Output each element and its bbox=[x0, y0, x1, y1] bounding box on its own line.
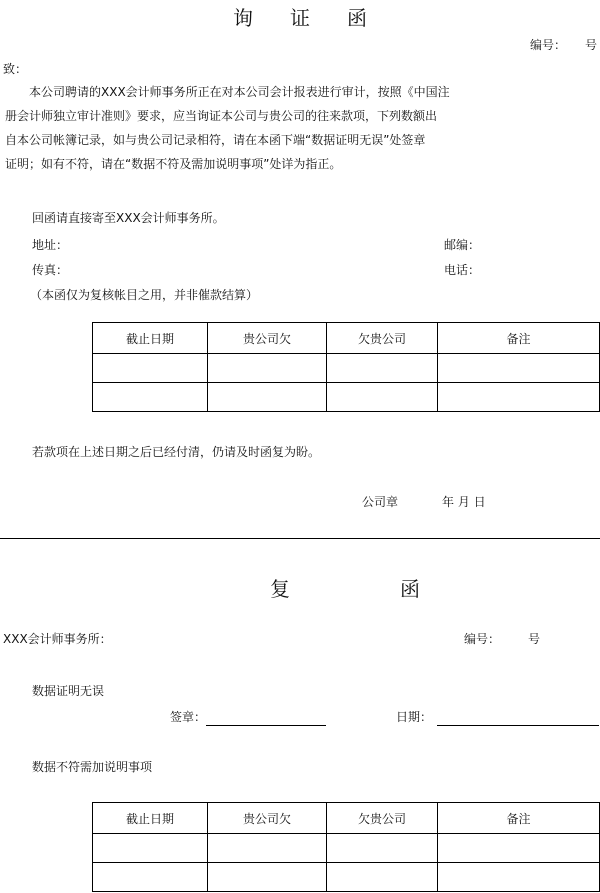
table-cell[interactable] bbox=[93, 383, 208, 412]
inquiry-note: （本函仅为复核帐目之用，并非催款结算） bbox=[30, 288, 259, 302]
header-remarks: 备注 bbox=[438, 803, 600, 834]
inquiry-number-label: 编号： bbox=[530, 38, 567, 52]
address-label: 地址： bbox=[32, 238, 69, 252]
sign-field[interactable] bbox=[206, 725, 326, 726]
table-cell[interactable] bbox=[208, 383, 327, 412]
phone-label: 电话： bbox=[444, 263, 481, 277]
reply-title-char-2: 函 bbox=[400, 577, 420, 601]
table-header-row bbox=[93, 803, 600, 834]
inquiry-body bbox=[5, 80, 595, 176]
inquiry-title-char-2: 证 bbox=[290, 6, 310, 30]
section-divider bbox=[0, 538, 600, 539]
confirm-label: 数据证明无误 bbox=[32, 684, 105, 698]
header-owed-by-you: 贵公司欠 bbox=[208, 803, 327, 834]
inquiry-balance-table bbox=[92, 322, 600, 412]
reply-firm-label: XXX会计师事务所： bbox=[3, 632, 112, 646]
salutation: 致： bbox=[3, 62, 28, 76]
table-row bbox=[93, 834, 600, 863]
table-cell[interactable] bbox=[93, 354, 208, 383]
header-owed-by-you: 贵公司欠 bbox=[208, 323, 327, 354]
table-row bbox=[93, 863, 600, 892]
table-cell[interactable] bbox=[327, 383, 438, 412]
table-cell[interactable] bbox=[327, 834, 438, 863]
table-cell[interactable] bbox=[208, 863, 327, 892]
table-cell[interactable] bbox=[208, 354, 327, 383]
table-cell[interactable] bbox=[208, 834, 327, 863]
reply-to-text: 回函请直接寄至XXX会计师事务所。 bbox=[32, 211, 225, 225]
mismatch-label: 数据不符需加说明事项 bbox=[32, 760, 153, 774]
table-cell[interactable] bbox=[93, 834, 208, 863]
body-line-3: 自本公司帐簿记录，如与贵公司记录相符，请在本函下端“数据证明无误”处签章 bbox=[5, 133, 426, 147]
reply-number-label: 编号： bbox=[464, 632, 501, 646]
header-owed-to-you: 欠贵公司 bbox=[327, 803, 438, 834]
header-remarks: 备注 bbox=[438, 323, 600, 354]
header-cutoff-date: 截止日期 bbox=[93, 323, 208, 354]
inquiry-title-char-3: 函 bbox=[347, 6, 367, 30]
header-owed-to-you: 欠贵公司 bbox=[327, 323, 438, 354]
table-cell[interactable] bbox=[438, 354, 600, 383]
table-cell[interactable] bbox=[327, 354, 438, 383]
company-seal-label: 公司章 bbox=[362, 495, 399, 509]
table-header-row bbox=[93, 323, 600, 354]
reply-date-label: 日期： bbox=[396, 710, 433, 724]
table-cell[interactable] bbox=[438, 383, 600, 412]
reply-number-suffix: 号 bbox=[528, 632, 541, 646]
inquiry-title-char-1: 询 bbox=[233, 6, 253, 30]
inquiry-number-suffix: 号 bbox=[585, 38, 598, 52]
table-row bbox=[93, 383, 600, 412]
body-line-2: 册会计师独立审计准则》要求，应当询证本公司与贵公司的往来款项，下列数额出 bbox=[5, 109, 438, 123]
table-cell[interactable] bbox=[327, 863, 438, 892]
fax-label: 传真： bbox=[32, 263, 69, 277]
sign-label: 签章： bbox=[170, 710, 207, 724]
table-cell[interactable] bbox=[438, 834, 600, 863]
reply-date-field[interactable] bbox=[437, 725, 599, 726]
inquiry-footer-text: 若款项在上述日期之后已经付清，仍请及时函复为盼。 bbox=[32, 445, 321, 459]
header-cutoff-date: 截止日期 bbox=[93, 803, 208, 834]
table-row bbox=[93, 354, 600, 383]
postcode-label: 邮编： bbox=[444, 238, 481, 252]
body-line-4: 证明；如有不符，请在“数据不符及需加说明事项”处详为指正。 bbox=[5, 157, 342, 171]
table-cell[interactable] bbox=[438, 863, 600, 892]
reply-balance-table bbox=[92, 802, 600, 892]
reply-title-char-1: 复 bbox=[270, 577, 290, 601]
table-cell[interactable] bbox=[93, 863, 208, 892]
inquiry-date-label: 年 月 日 bbox=[442, 495, 486, 509]
body-line-1: 本公司聘请的XXX会计师事务所正在对本公司会计报表进行审计，按照《中国注 bbox=[29, 85, 450, 99]
